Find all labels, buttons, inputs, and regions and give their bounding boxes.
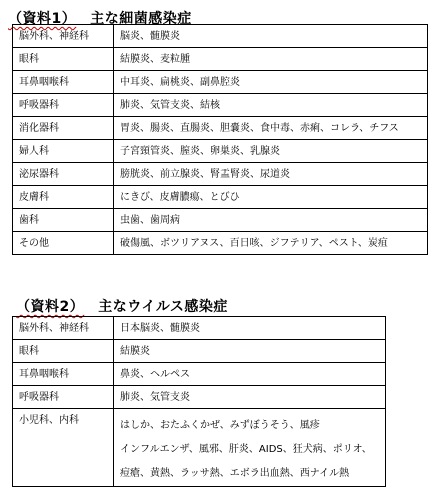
- table-row: [13, 163, 428, 186]
- category-cell: 小児科、内科: [13, 409, 114, 487]
- diseases-cell: 胃炎、腸炎、直腸炎、胆嚢炎、食中毒、赤痢、コレラ、チフス: [114, 117, 428, 140]
- bacterial-infections-table: [12, 24, 428, 255]
- diseases-cell: 肺炎、気管支炎: [114, 386, 386, 409]
- table-row: [13, 232, 428, 255]
- diseases-line: インフルエンザ、風邪、肝炎、AIDS、狂犬病、ポリオ、: [120, 444, 372, 455]
- section2-label: （資料2）: [16, 299, 85, 315]
- viral-infections-table: [12, 316, 386, 487]
- category-cell: その他: [13, 232, 114, 255]
- diseases-cell: 日本脳炎、髄膜炎: [114, 317, 386, 340]
- diseases-cell: 結膜炎、麦粒腫: [114, 48, 428, 71]
- category-cell: 脳外科、神経科: [13, 317, 114, 340]
- category-cell: 歯科: [13, 209, 114, 232]
- category-cell: 眼科: [13, 48, 114, 71]
- diseases-line: はしか、おたふくかぜ、みずぼうそう、風疹: [120, 420, 320, 431]
- category-cell: 呼吸器科: [13, 94, 114, 117]
- table-row: [13, 140, 428, 163]
- diseases-cell: [114, 409, 386, 487]
- category-cell: 泌尿器科: [13, 163, 114, 186]
- diseases-cell: 中耳炎、扁桃炎、副鼻腔炎: [114, 71, 428, 94]
- diseases-line: 痘瘡、黄熱、ラッサ熱、エボラ出血熱、西ナイル熱: [120, 468, 350, 479]
- category-cell: 耳鼻咽喉科: [13, 363, 114, 386]
- category-cell: 呼吸器科: [13, 386, 114, 409]
- section2-title: [16, 296, 228, 316]
- table-row: [13, 386, 386, 409]
- table-row: [13, 25, 428, 48]
- table-row: [13, 48, 428, 71]
- table-row: [13, 186, 428, 209]
- diseases-cell: 肺炎、気管支炎、結核: [114, 94, 428, 117]
- diseases-cell: 子宮頸管炎、膣炎、卵巣炎、乳腺炎: [114, 140, 428, 163]
- table-row: [13, 317, 386, 340]
- category-cell: 眼科: [13, 340, 114, 363]
- table-row: [13, 363, 386, 386]
- table-row: [13, 340, 386, 363]
- table-row: [13, 209, 428, 232]
- table-row: [13, 94, 428, 117]
- category-cell: 皮膚科: [13, 186, 114, 209]
- diseases-cell: 鼻炎、ヘルペス: [114, 363, 386, 386]
- diseases-cell: 破傷風、ボツリアヌス、百日咳、ジフテリア、ペスト、炭疽: [114, 232, 428, 255]
- category-cell: 消化器科: [13, 117, 114, 140]
- category-cell: 耳鼻咽喉科: [13, 71, 114, 94]
- category-cell: 婦人科: [13, 140, 114, 163]
- diseases-cell: にきび、皮膚膿瘍、とびひ: [114, 186, 428, 209]
- category-cell: 脳外科、神経科: [13, 25, 114, 48]
- table-row: [13, 117, 428, 140]
- section2-heading: 主なウイルス感染症: [98, 299, 228, 315]
- section1-heading: 主な細菌感染症: [90, 11, 192, 27]
- diseases-cell: 虫歯、歯周病: [114, 209, 428, 232]
- table-row: [13, 71, 428, 94]
- diseases-cell: 結膜炎: [114, 340, 386, 363]
- diseases-cell: 膀胱炎、前立腺炎、腎盂腎炎、尿道炎: [114, 163, 428, 186]
- diseases-cell: 脳炎、髄膜炎: [114, 25, 428, 48]
- table-row: [13, 409, 386, 487]
- section1-label: （資料1）: [8, 11, 77, 27]
